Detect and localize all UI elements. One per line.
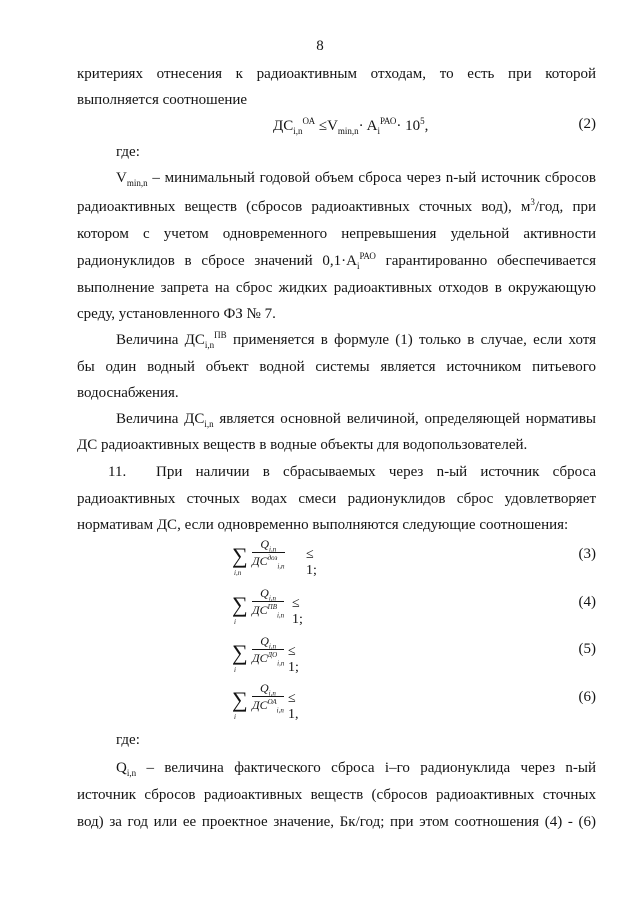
text: применяется в формуле (1) только в случае, если хотя <box>232 332 596 348</box>
eq2-v: V <box>327 118 338 134</box>
text: минимальный годовой объем сброса через n-ый источник сбросов <box>164 170 597 186</box>
sum-index: i <box>234 666 236 674</box>
relation: ≤ 1, <box>288 691 299 722</box>
paragraph-line: При наличии в сбрасываемых через n-ый источник сброса <box>156 464 596 480</box>
text: i,n <box>277 659 285 668</box>
sum-symbol: ∑ <box>232 640 248 665</box>
text: радиоактивных веществ (сбросов радиоактивных сточных вод), м <box>77 199 531 215</box>
relation: ≤ 1; <box>306 547 317 578</box>
sum-symbol: ∑ <box>232 687 248 712</box>
text: гарантированно обеспечивается <box>385 253 596 269</box>
sum-index: i,n <box>234 569 242 577</box>
relation: ≤ 1; <box>288 644 299 675</box>
denominator <box>252 602 284 618</box>
eq2-ds-sub: i,n <box>293 126 303 136</box>
equation-number: (6) <box>578 689 596 705</box>
fraction <box>252 537 285 569</box>
symbol-a-sub: i <box>356 261 360 271</box>
ds-sub: i,n <box>204 340 215 350</box>
where-label: где: <box>116 144 140 160</box>
text: i,n <box>276 611 285 620</box>
where-label: где: <box>116 732 140 748</box>
page-number: 8 <box>316 38 324 54</box>
symbol-a-sup: РАО <box>359 251 376 261</box>
eq2-a: A <box>366 118 378 134</box>
eq2-dot: · <box>358 118 364 134</box>
text: i,n <box>277 562 285 571</box>
symbol-v-sub: min,n <box>126 178 148 188</box>
equation-number: (3) <box>578 546 596 562</box>
paragraph-line: водоснабжения. <box>77 385 179 401</box>
text: /год, при <box>534 199 596 215</box>
text: является основной величиной, определяющей нормативы <box>219 411 596 427</box>
text: ДС <box>252 651 268 665</box>
sum-symbol: ∑ <box>232 543 248 568</box>
paragraph-line: среду, установленного ФЗ № 7. <box>77 306 276 322</box>
text: ОА <box>267 698 277 706</box>
text: i,n <box>268 642 277 651</box>
paragraph-line: ДС радиоактивных веществ в водные объекты для водопользователей. <box>77 437 528 453</box>
paragraph-line: критериях отнесения к радиоактивным отходам, то есть при которой <box>77 66 596 82</box>
text: ДО <box>267 651 278 659</box>
numerator <box>252 586 284 602</box>
paragraph-line <box>116 758 596 778</box>
equation-2 <box>273 116 428 136</box>
text: ПВ <box>267 603 277 611</box>
fraction <box>252 681 284 713</box>
eq2-v-sub: min,n <box>337 126 359 136</box>
paragraph-line: источник сбросов радиоактивных веществ (сбросов радиоактивных сточных <box>77 787 596 803</box>
item-number: 11. <box>108 464 127 480</box>
relation: ≤ 1; <box>292 596 303 627</box>
fraction <box>252 634 284 666</box>
sum-symbol: ∑ <box>232 592 248 617</box>
text: величина фактического сброса i–го радионуклида через n-ый <box>164 760 597 776</box>
ds-sub: i,n <box>204 419 214 429</box>
eq2-a-sup: РАО <box>379 116 397 126</box>
text: доз <box>267 554 278 562</box>
fraction <box>252 586 284 618</box>
symbol-q: Q <box>116 760 127 776</box>
pv-sup: ПВ <box>214 330 227 340</box>
eq2-pow: 5 <box>420 116 425 126</box>
paragraph-line: нормативам ДС, если одновременно выполняются следующие соотношения: <box>77 517 569 533</box>
paragraph-line: радиоактивных сточных водах смеси радионуклидов сброс удовлетворяет <box>77 491 596 507</box>
denominator <box>252 650 284 666</box>
text: ДС <box>252 603 268 617</box>
equation-number: (4) <box>578 594 596 610</box>
text: ДС <box>252 698 268 712</box>
dash: – <box>146 760 154 776</box>
text: i,n <box>269 545 277 554</box>
text: радионуклидов в сбросе значений 0,1·A <box>77 253 357 269</box>
text: ДС <box>252 554 268 568</box>
text: Q <box>260 537 269 551</box>
paragraph-line: вод) за год или ее проектное значение, Бк/год; при этом соотношения (4) - (6) <box>77 814 596 830</box>
text: Величина ДС <box>116 411 205 427</box>
paragraph-line: котором с учетом одновременного непревышения удельной активности <box>77 226 596 242</box>
symbol-q-sub: i,n <box>126 768 137 778</box>
paragraph-line: бы один водный объект водной системы является источником питьевого <box>77 359 596 375</box>
numerator <box>252 681 284 697</box>
eq2-leq: ≤ <box>318 118 328 134</box>
text: Q <box>260 586 269 600</box>
text: i,n <box>268 594 277 603</box>
paragraph-line: выполняется соотношение <box>77 92 248 108</box>
paragraph-line: выполнение запрета на сброс жидких радиоактивных отходов в окружающую <box>77 280 596 296</box>
text: Величина ДС <box>116 332 205 348</box>
sum-index: i <box>234 713 236 721</box>
equation-number: (2) <box>578 116 596 132</box>
denominator <box>252 697 284 713</box>
text: Q <box>260 634 269 648</box>
numerator <box>252 537 285 553</box>
paragraph-line <box>116 168 596 188</box>
text: i,n <box>276 706 284 715</box>
paragraph-line <box>77 197 596 217</box>
equation-number: (5) <box>578 641 596 657</box>
eq2-tail: , <box>424 118 429 134</box>
text: i,n <box>268 689 276 698</box>
eq2-a-sub: i <box>377 126 380 136</box>
paragraph-line <box>116 409 596 429</box>
symbol-v: V <box>116 170 127 186</box>
eq2-ds: ДС <box>273 118 294 134</box>
numerator <box>252 634 284 650</box>
sum-index: i <box>234 618 236 626</box>
m3-sup: 3 <box>530 197 535 207</box>
paragraph-line <box>77 251 596 271</box>
denominator <box>252 553 285 569</box>
eq2-times: · 10 <box>396 118 421 134</box>
paragraph-line <box>116 330 596 350</box>
text: Q <box>259 681 269 695</box>
eq2-ds-sup: ОА <box>302 116 316 126</box>
dash: – <box>152 170 160 186</box>
